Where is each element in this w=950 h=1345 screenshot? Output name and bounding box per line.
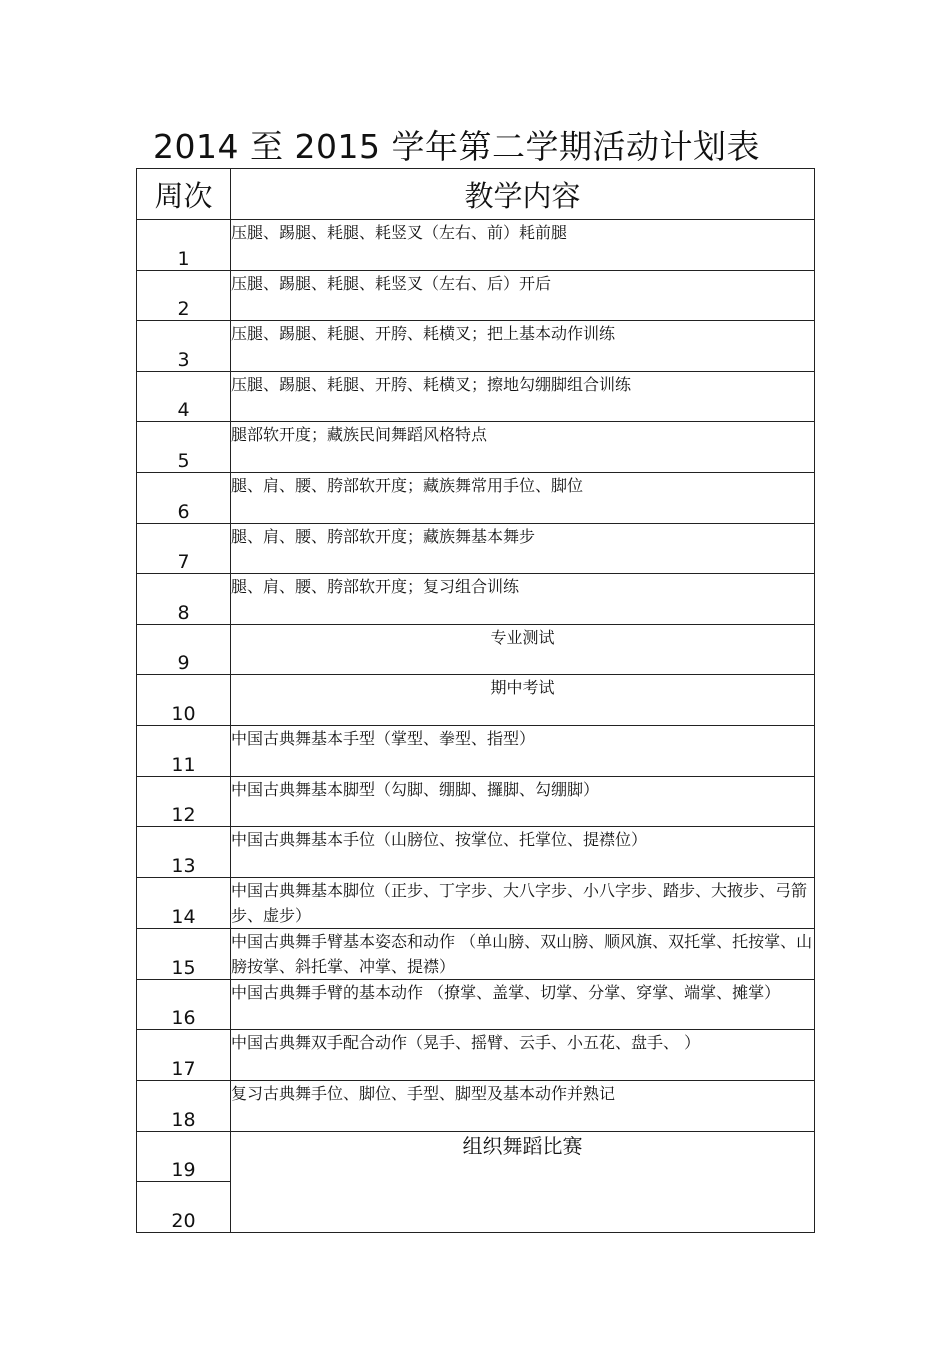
teaching-content: 压腿、踢腿、耗腿、耗竖叉（左右、后）开后	[231, 270, 815, 321]
week-number: 13	[137, 827, 231, 878]
teaching-content: 中国古典舞手臂的基本动作 （撩掌、盖掌、切掌、分掌、穿掌、端掌、摊掌）	[231, 979, 815, 1030]
table-header-row	[137, 169, 815, 220]
teaching-content: 压腿、踢腿、耗腿、开胯、耗横叉；擦地勾绷脚组合训练	[231, 371, 815, 422]
teaching-content: 专业测试	[231, 624, 815, 675]
teaching-content-merged: 组织舞蹈比赛	[231, 1131, 815, 1232]
table-row	[137, 371, 815, 422]
teaching-content: 腿、肩、腰、胯部软开度；复习组合训练	[231, 574, 815, 625]
week-number: 16	[137, 979, 231, 1030]
teaching-content: 中国古典舞基本手位（山膀位、按掌位、托掌位、提襟位）	[231, 827, 815, 878]
week-number: 17	[137, 1030, 231, 1081]
teaching-content: 中国古典舞手臂基本姿态和动作 （单山膀、双山膀、顺风旗、双托掌、托按掌、山膀按掌、斜托掌、冲掌、提襟）	[231, 928, 815, 979]
week-number: 12	[137, 776, 231, 827]
table-row	[137, 827, 815, 878]
week-number: 2	[137, 270, 231, 321]
teaching-content: 复习古典舞手位、脚位、手型、脚型及基本动作并熟记	[231, 1080, 815, 1131]
table-row	[137, 624, 815, 675]
week-number: 6	[137, 472, 231, 523]
week-number: 20	[137, 1182, 231, 1233]
table-row	[137, 1030, 815, 1081]
table-row	[137, 776, 815, 827]
table-row	[137, 321, 815, 372]
table-row	[137, 220, 815, 271]
teaching-content: 中国古典舞基本脚位（正步、丁字步、大八字步、小八字步、踏步、大掖步、弓箭步、虚步）	[231, 877, 815, 928]
table-row	[137, 422, 815, 473]
table-row	[137, 928, 815, 979]
table-row	[137, 472, 815, 523]
week-number: 7	[137, 523, 231, 574]
activity-plan-table	[136, 168, 815, 1233]
week-number: 14	[137, 877, 231, 928]
teaching-content: 中国古典舞双手配合动作（晃手、摇臂、云手、小五花、盘手、 ）	[231, 1030, 815, 1081]
table-row	[137, 675, 815, 726]
table-row	[137, 1080, 815, 1131]
teaching-content: 期中考试	[231, 675, 815, 726]
teaching-content: 压腿、踢腿、耗腿、耗竖叉（左右、前）耗前腿	[231, 220, 815, 271]
table-row	[137, 270, 815, 321]
teaching-content: 压腿、踢腿、耗腿、开胯、耗横叉；把上基本动作训练	[231, 321, 815, 372]
teaching-content: 腿、肩、腰、胯部软开度；藏族舞常用手位、脚位	[231, 472, 815, 523]
week-number: 8	[137, 574, 231, 625]
teaching-content: 中国古典舞基本脚型（勾脚、绷脚、攞脚、勾绷脚）	[231, 776, 815, 827]
teaching-content: 腿、肩、腰、胯部软开度；藏族舞基本舞步	[231, 523, 815, 574]
document-title: 2014 至 2015 学年第二学期活动计划表	[153, 127, 760, 166]
table-row	[137, 877, 815, 928]
week-number: 18	[137, 1080, 231, 1131]
week-number: 4	[137, 371, 231, 422]
table-row	[137, 725, 815, 776]
week-number: 19	[137, 1131, 231, 1182]
table-row	[137, 1131, 815, 1182]
table-row	[137, 523, 815, 574]
week-number: 1	[137, 220, 231, 271]
teaching-content: 腿部软开度；藏族民间舞蹈风格特点	[231, 422, 815, 473]
teaching-content: 中国古典舞基本手型（掌型、拳型、指型）	[231, 725, 815, 776]
week-number: 3	[137, 321, 231, 372]
week-number: 15	[137, 928, 231, 979]
table-row	[137, 979, 815, 1030]
table-row	[137, 574, 815, 625]
week-number: 11	[137, 725, 231, 776]
header-content: 教学内容	[231, 169, 815, 220]
week-number: 9	[137, 624, 231, 675]
header-week: 周次	[137, 169, 231, 220]
week-number: 5	[137, 422, 231, 473]
week-number: 10	[137, 675, 231, 726]
